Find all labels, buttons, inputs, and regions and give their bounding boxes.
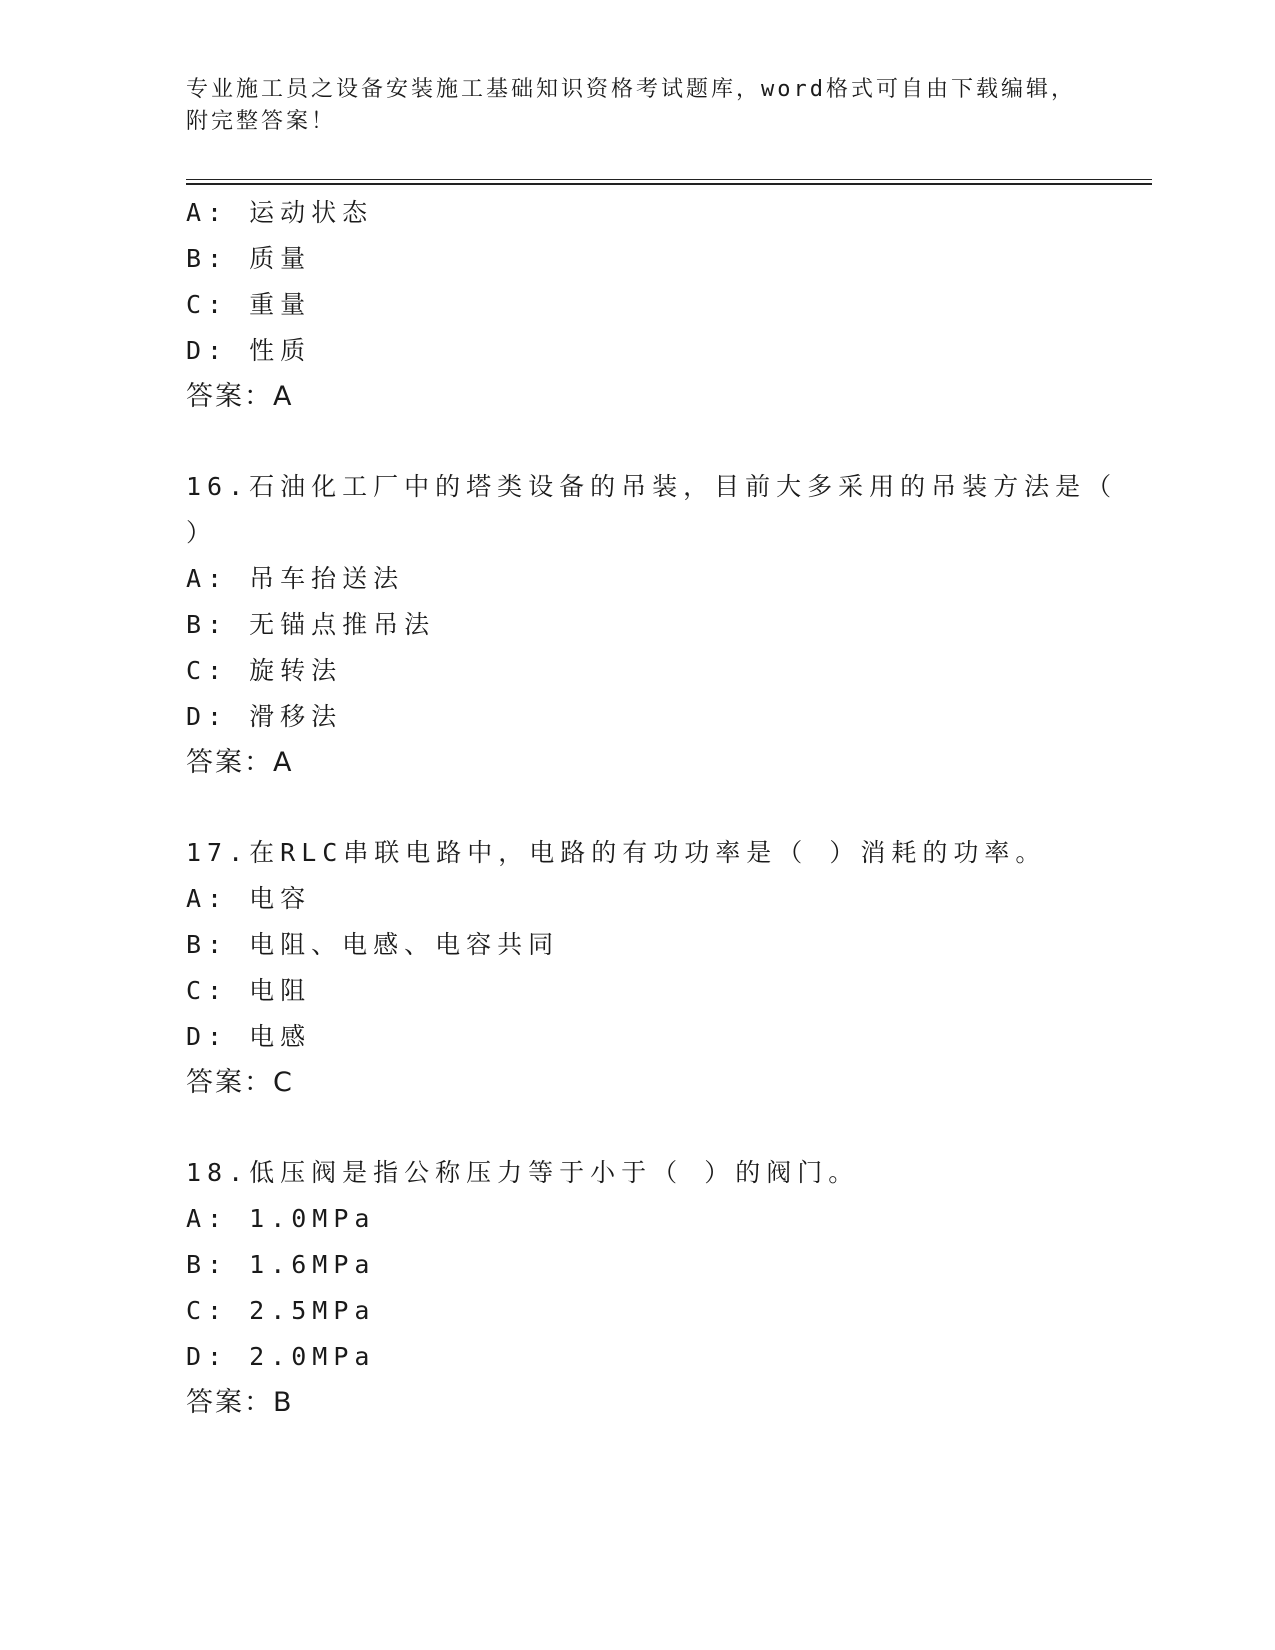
option-a: A: 吊车抬送法 — [186, 564, 405, 593]
header-line-2: 附完整答案！ — [186, 109, 337, 134]
option-d: D: 性质 — [186, 336, 312, 365]
document-header — [186, 74, 1086, 138]
answer-label: 答案：A — [186, 381, 294, 412]
question-17 — [186, 830, 1086, 1106]
option-a: A: 运动状态 — [186, 198, 374, 227]
question-text: 18.低压阀是指公称压力等于小于（ ）的阀门。 — [186, 1158, 860, 1187]
header-divider-thin — [186, 179, 1152, 180]
option-b: B: 1.6MPa — [186, 1250, 376, 1279]
option-c: C: 2.5MPa — [186, 1296, 376, 1325]
option-c: C: 重量 — [186, 290, 312, 319]
header-line-1: 专业施工员之设备安装施工基础知识资格考试题库，word格式可自由下载编辑， — [186, 77, 1076, 102]
option-a: A: 电容 — [186, 884, 312, 913]
answer-label: 答案：A — [186, 747, 294, 778]
option-b: B: 无锚点推吊法 — [186, 610, 436, 639]
question-15 — [186, 190, 1086, 420]
answer-label: 答案：B — [186, 1387, 294, 1418]
option-b: B: 质量 — [186, 244, 312, 273]
option-c: C: 旋转法 — [186, 656, 343, 685]
question-list — [186, 190, 1118, 1426]
option-d: D: 滑移法 — [186, 702, 343, 731]
header-divider-thick — [186, 183, 1152, 185]
question-text: 16.石油化工厂中的塔类设备的吊装，目前大多采用的吊装方法是（ — [186, 472, 1118, 501]
question-text: 17.在RLC串联电路中，电路的有功功率是（ ）消耗的功率。 — [186, 838, 1047, 867]
option-b: B: 电阻、电感、电容共同 — [186, 930, 560, 959]
question-16 — [186, 464, 1118, 786]
option-a: A: 1.0MPa — [186, 1204, 376, 1233]
option-d: D: 2.0MPa — [186, 1342, 376, 1371]
option-c: C: 电阻 — [186, 976, 312, 1005]
question-text-continued: ） — [186, 518, 218, 547]
answer-label: 答案：C — [186, 1067, 294, 1098]
question-18 — [186, 1150, 1086, 1426]
option-d: D: 电感 — [186, 1022, 312, 1051]
